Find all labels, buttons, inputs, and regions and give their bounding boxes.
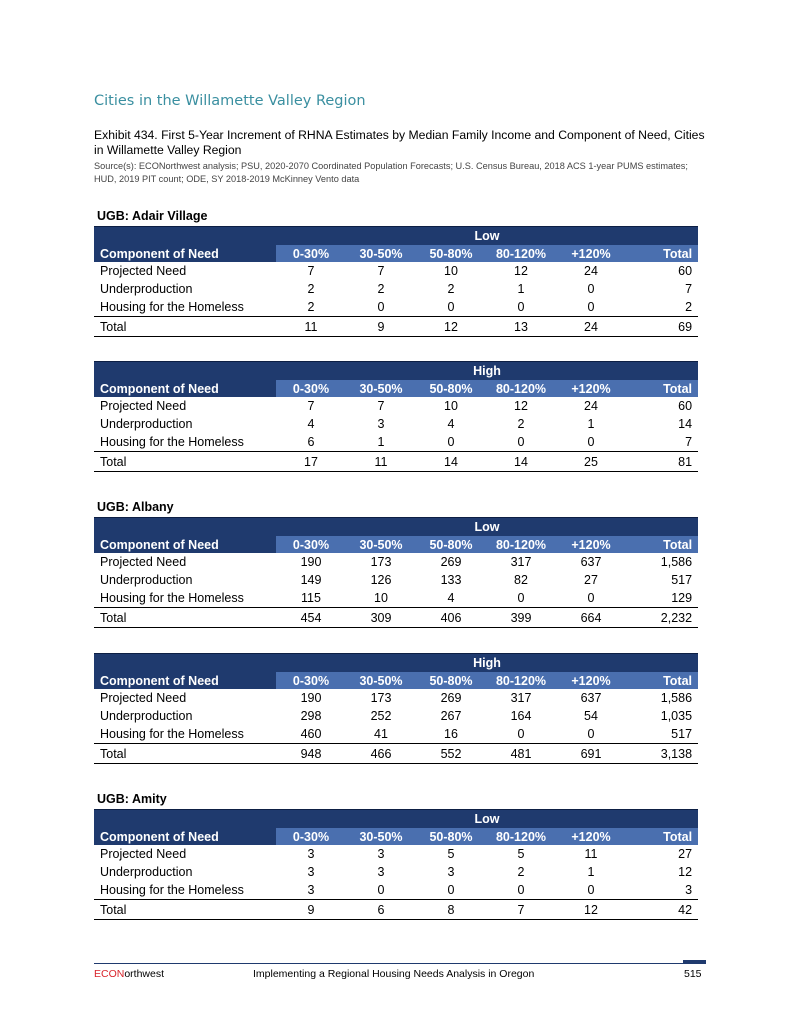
table-cell: 14: [678, 417, 693, 431]
column-header: 50-80%: [416, 672, 486, 689]
total-cell: 691: [556, 744, 626, 764]
table-cell: 0: [556, 298, 626, 317]
table-cell: 0: [346, 881, 416, 900]
table-cell: 0: [486, 589, 556, 608]
footer-brand-rest: orthwest: [124, 968, 165, 980]
total-cell: 454: [276, 608, 346, 628]
group-header-row: [94, 518, 698, 537]
table-cell: 11: [584, 847, 598, 861]
table-cell: 1: [587, 417, 595, 431]
total-cell: 81: [626, 452, 698, 472]
column-header: 0-30%: [276, 536, 346, 553]
table-cell: 12: [678, 865, 693, 879]
table-cell: 5: [517, 847, 525, 861]
table-cell: 460: [276, 725, 346, 744]
row-label: Housing for the Homeless: [94, 298, 276, 317]
table-cell: 82: [514, 573, 528, 587]
table-cell: 10: [444, 264, 458, 278]
table-cell: 0: [556, 725, 626, 744]
column-header: Total: [626, 245, 698, 262]
table-cell: 0: [346, 298, 416, 317]
table-cell: 1,586: [660, 555, 693, 569]
table-cell: 3: [276, 881, 346, 900]
table-cell: 149: [300, 573, 322, 587]
table-cell: 3: [377, 417, 385, 431]
column-header: Total: [626, 380, 698, 397]
table-row: [94, 415, 698, 433]
group-header-blank: [94, 518, 276, 537]
table-cell: 7: [685, 282, 693, 296]
group-header-row: [94, 227, 698, 246]
table-cell: 3: [377, 847, 385, 861]
row-label: Underproduction: [100, 865, 193, 879]
total-cell: 11: [346, 452, 416, 472]
table-cell: 27: [678, 847, 693, 861]
table-cell: 269: [440, 555, 462, 569]
table-cell: 1: [517, 282, 525, 296]
total-cell: 14: [486, 452, 556, 472]
row-label: Underproduction: [100, 282, 193, 296]
table-cell: 173: [370, 555, 392, 569]
table-cell: 60: [678, 399, 693, 413]
row-label: Underproduction: [100, 573, 193, 587]
rhna-table-high: [94, 653, 698, 764]
column-header: Component of Need: [94, 245, 276, 262]
table-cell: 3: [626, 881, 698, 900]
ugb-label: UGB: Adair Village: [97, 209, 208, 223]
row-label: Housing for the Homeless: [94, 725, 276, 744]
table-row: [94, 725, 698, 744]
total-cell: 25: [556, 452, 626, 472]
column-header-row: [94, 672, 698, 689]
rhna-table-low: [94, 809, 698, 920]
table-cell: 2: [626, 298, 698, 317]
total-label: Total: [94, 608, 276, 628]
column-header: Total: [626, 536, 698, 553]
footer-rule: [94, 963, 706, 964]
table-cell: 517: [671, 573, 693, 587]
table-row: [94, 881, 698, 900]
total-row: [94, 317, 698, 337]
row-label: Projected Need: [100, 555, 187, 569]
group-header-row: [94, 654, 698, 673]
table-cell: 0: [486, 725, 556, 744]
table-cell: 10: [444, 399, 458, 413]
table-cell: 269: [440, 691, 462, 705]
column-header: 50-80%: [416, 828, 486, 845]
total-row: [94, 452, 698, 472]
table-cell: 164: [510, 709, 532, 723]
total-cell: 3,138: [626, 744, 698, 764]
total-cell: 6: [346, 900, 416, 920]
exhibit-title: Exhibit 434. First 5-Year Increment of RHNA Estimates by Median Family Income and Component of Need, Cities in Willamette Valley Region: [94, 128, 705, 157]
total-cell: 11: [276, 317, 346, 337]
column-header: +120%: [556, 672, 626, 689]
rhna-table-low: [94, 226, 698, 337]
row-label: Projected Need: [100, 399, 187, 413]
total-cell: 466: [346, 744, 416, 764]
table-cell: 267: [440, 709, 462, 723]
row-label: Projected Need: [100, 847, 187, 861]
column-header: +120%: [556, 828, 626, 845]
table-cell: 3: [307, 847, 315, 861]
table-cell: 24: [584, 264, 598, 278]
table-cell: 41: [346, 725, 416, 744]
total-label: Total: [94, 744, 276, 764]
column-header: 0-30%: [276, 672, 346, 689]
footer-title: Implementing a Regional Housing Needs Analysis in Oregon: [253, 968, 535, 980]
group-header-blank: [94, 227, 276, 246]
table-row: [94, 262, 698, 280]
table-cell: 190: [300, 555, 322, 569]
table-cell: 7: [377, 399, 385, 413]
table-cell: 10: [346, 589, 416, 608]
table-row: [94, 707, 698, 725]
table-cell: 637: [580, 555, 602, 569]
column-header: 80-120%: [486, 380, 556, 397]
column-header: Component of Need: [94, 536, 276, 553]
table-cell: 1: [346, 433, 416, 452]
table-row: [94, 845, 698, 863]
total-cell: 14: [416, 452, 486, 472]
rhna-table-low: [94, 517, 698, 628]
table-cell: 0: [486, 298, 556, 317]
table-row: [94, 298, 698, 317]
total-cell: 309: [346, 608, 416, 628]
group-header-blank: [94, 362, 276, 381]
row-label: Housing for the Homeless: [94, 589, 276, 608]
source-note: Source(s): ECONorthwest analysis; PSU, 2020-2070 Coordinated Population Forecasts; U.S. Census Bureau, 2018 ACS 1-year PUMS estimates; HUD, 2019 PIT count; ODE, SY 2018-2019 McKinney Vento data: [94, 161, 688, 184]
total-cell: 9: [276, 900, 346, 920]
table-cell: 5: [447, 847, 455, 861]
row-label: Housing for the Homeless: [94, 881, 276, 900]
table-cell: 24: [584, 399, 598, 413]
column-header: Component of Need: [94, 380, 276, 397]
group-label: Low: [276, 518, 698, 537]
group-header-row: [94, 810, 698, 829]
total-cell: 24: [556, 317, 626, 337]
total-cell: 552: [416, 744, 486, 764]
column-header: 50-80%: [416, 380, 486, 397]
table-cell: 3: [307, 865, 315, 879]
total-label: Total: [94, 317, 276, 337]
group-label: High: [276, 654, 698, 673]
column-header: 30-50%: [346, 672, 416, 689]
table-cell: 7: [307, 264, 315, 278]
total-row: [94, 744, 698, 764]
table-cell: 129: [626, 589, 698, 608]
column-header: +120%: [556, 380, 626, 397]
table-cell: 6: [276, 433, 346, 452]
group-header-blank: [94, 810, 276, 829]
table-row: [94, 589, 698, 608]
table-cell: 2: [447, 282, 455, 296]
row-label: Projected Need: [100, 691, 187, 705]
table-row: [94, 397, 698, 415]
table-cell: 252: [370, 709, 392, 723]
column-header: 0-30%: [276, 380, 346, 397]
table-cell: 54: [584, 709, 598, 723]
total-cell: 17: [276, 452, 346, 472]
column-header: 50-80%: [416, 536, 486, 553]
column-header: 80-120%: [486, 536, 556, 553]
row-label: Projected Need: [100, 264, 187, 278]
table-cell: 2: [377, 282, 385, 296]
table-cell: 317: [510, 555, 532, 569]
table-cell: 16: [416, 725, 486, 744]
table-cell: 0: [556, 881, 626, 900]
total-cell: 406: [416, 608, 486, 628]
column-header: 80-120%: [486, 672, 556, 689]
table-cell: 126: [370, 573, 392, 587]
table-cell: 2: [276, 298, 346, 317]
ugb-label: UGB: Albany: [97, 500, 174, 514]
group-label: High: [276, 362, 698, 381]
total-cell: 12: [416, 317, 486, 337]
table-cell: 0: [486, 433, 556, 452]
table-row: [94, 553, 698, 571]
column-header: Component of Need: [94, 828, 276, 845]
table-cell: 4: [447, 417, 455, 431]
total-label: Total: [94, 452, 276, 472]
group-header-blank: [94, 654, 276, 673]
table-cell: 2: [517, 865, 525, 879]
column-header-row: [94, 245, 698, 262]
table-cell: 7: [626, 433, 698, 452]
table-cell: 0: [486, 881, 556, 900]
table-cell: 317: [510, 691, 532, 705]
column-header: +120%: [556, 245, 626, 262]
table-row: [94, 689, 698, 707]
table-row: [94, 280, 698, 298]
total-cell: 948: [276, 744, 346, 764]
column-header: Component of Need: [94, 672, 276, 689]
total-row: [94, 608, 698, 628]
column-header: 30-50%: [346, 245, 416, 262]
total-cell: 9: [346, 317, 416, 337]
column-header: 30-50%: [346, 536, 416, 553]
table-cell: 0: [587, 282, 595, 296]
column-header: 80-120%: [486, 828, 556, 845]
group-label: Low: [276, 227, 698, 246]
page-heading: Cities in the Willamette Valley Region: [94, 93, 366, 109]
row-label: Housing for the Homeless: [94, 433, 276, 452]
column-header-row: [94, 828, 698, 845]
table-cell: 1,035: [660, 709, 693, 723]
column-header: 50-80%: [416, 245, 486, 262]
column-header: +120%: [556, 536, 626, 553]
row-label: Underproduction: [100, 709, 193, 723]
table-cell: 3: [377, 865, 385, 879]
total-cell: 399: [486, 608, 556, 628]
footer-brand: [94, 968, 164, 980]
total-row: [94, 900, 698, 920]
group-header-row: [94, 362, 698, 381]
table-row: [94, 571, 698, 589]
table-cell: 173: [370, 691, 392, 705]
table-cell: 115: [276, 589, 346, 608]
table-cell: 0: [556, 433, 626, 452]
table-cell: 3: [447, 865, 455, 879]
column-header-row: [94, 380, 698, 397]
table-row: [94, 863, 698, 881]
table-cell: 1: [587, 865, 595, 879]
rhna-table-high: [94, 361, 698, 472]
total-cell: 12: [556, 900, 626, 920]
total-cell: 7: [486, 900, 556, 920]
table-cell: 637: [580, 691, 602, 705]
column-header: Total: [626, 828, 698, 845]
column-header-row: [94, 536, 698, 553]
table-cell: 12: [514, 399, 528, 413]
column-header: 0-30%: [276, 828, 346, 845]
column-header: 80-120%: [486, 245, 556, 262]
table-cell: 2: [307, 282, 315, 296]
table-cell: 0: [556, 589, 626, 608]
column-header: 30-50%: [346, 828, 416, 845]
table-cell: 190: [300, 691, 322, 705]
total-cell: 2,232: [626, 608, 698, 628]
total-cell: 42: [626, 900, 698, 920]
page-number: 515: [684, 968, 702, 980]
ugb-label: UGB: Amity: [97, 792, 167, 806]
table-cell: 4: [307, 417, 315, 431]
table-cell: 12: [514, 264, 528, 278]
table-cell: 0: [416, 881, 486, 900]
table-cell: 1,586: [660, 691, 693, 705]
column-header: 0-30%: [276, 245, 346, 262]
total-cell: 481: [486, 744, 556, 764]
table-cell: 4: [416, 589, 486, 608]
total-label: Total: [94, 900, 276, 920]
total-cell: 13: [486, 317, 556, 337]
total-cell: 8: [416, 900, 486, 920]
table-cell: 7: [307, 399, 315, 413]
table-cell: 60: [678, 264, 693, 278]
row-label: Underproduction: [100, 417, 193, 431]
table-cell: 27: [584, 573, 598, 587]
table-cell: 298: [300, 709, 322, 723]
total-cell: 69: [626, 317, 698, 337]
table-cell: 2: [517, 417, 525, 431]
total-cell: 664: [556, 608, 626, 628]
footer-brand-econ: ECON: [94, 968, 125, 980]
column-header: 30-50%: [346, 380, 416, 397]
table-cell: 7: [377, 264, 385, 278]
column-header: Total: [626, 672, 698, 689]
table-cell: 517: [626, 725, 698, 744]
table-cell: 133: [440, 573, 462, 587]
group-label: Low: [276, 810, 698, 829]
table-cell: 0: [416, 433, 486, 452]
table-row: [94, 433, 698, 452]
table-cell: 0: [416, 298, 486, 317]
